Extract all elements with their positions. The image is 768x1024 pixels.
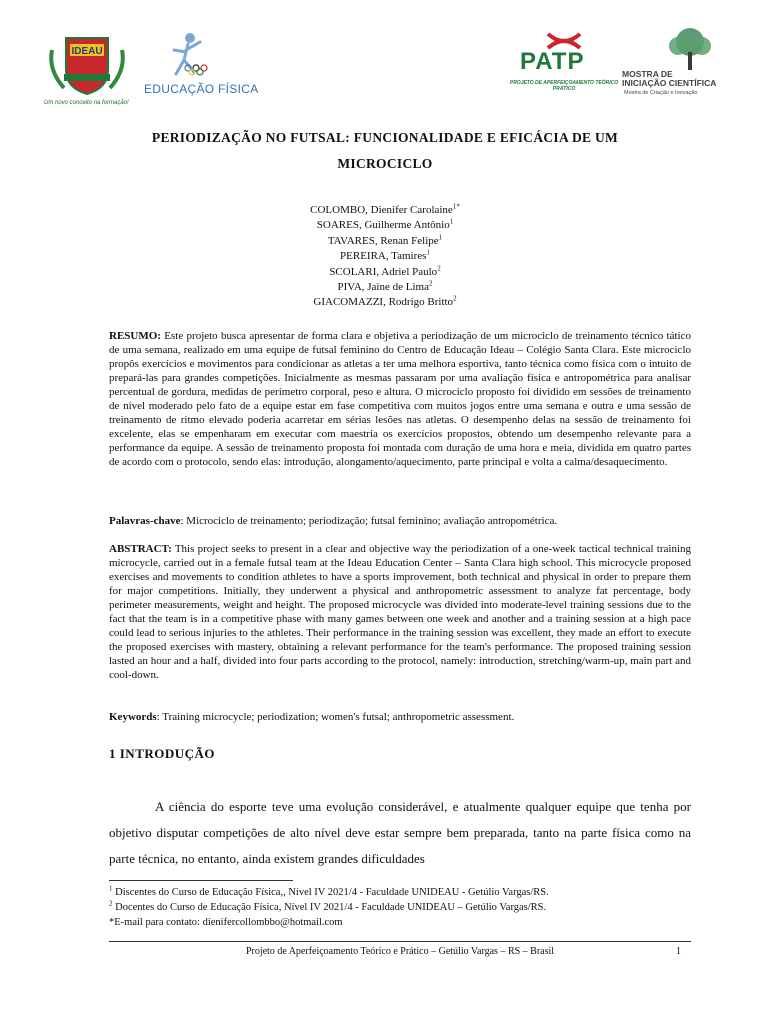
resumo-label: RESUMO: (109, 330, 161, 342)
author: TAVARES, Renan Felipe$^1$ (327, 233, 443, 247)
keywords: Keywords: Training microcycle; periodization; women's futsal; anthropometric assessment. (109, 711, 515, 723)
author: GIACOMAZZI, Rodrigo Britto$^2$ (313, 294, 457, 309)
page-number: 1 (676, 946, 681, 957)
intro-paragraph: A ciência do esporte teve uma evolução considerável, e atualmente qualquer equipe que tenha por objetivo disputar competições de alto nível deve estar sempre bem preparada, tanto na parte física como na parte técnica, no entanto, ainda existem grandes dificuldades (109, 799, 691, 866)
patp-word: PATP (520, 48, 585, 75)
keywords-label: Keywords (109, 711, 157, 723)
footnote-rule (109, 880, 293, 881)
author: PIVA, Jaine de Lima$^2$ (337, 279, 433, 294)
section-heading: 1 INTRODUÇÃO (109, 746, 216, 761)
author: SOARES, Guilherme Antônio$^1$ (316, 217, 454, 232)
educacao-fisica-logo (144, 30, 259, 102)
mostra-title: MOSTRA DE INICIAÇÃO CIENTÍFICA (622, 69, 717, 88)
mostra-subtitle: Mostra de Criação e Inovação (624, 90, 698, 96)
palavras-label: Palavras-chave (109, 515, 181, 527)
patp-subtitle: PROJETO DE APERFEIÇOAMENTO TEÓRICO PRÁTICO (509, 80, 619, 92)
ideau-slogan: Um novo conceito na formação! (44, 100, 129, 106)
footnote: $^2$ Docentes do Curso de Educação Física, Nível IV 2021/4 - Faculdade UNIDEAU – Getúlio Vargas/RS. (109, 899, 547, 913)
abstract-paragraph: ABSTRACT: This project seeks to present in a clear and objective way the periodization of a one-week tactical technical training microcycle, carried out in a female futsal team at the Ideau Education Center – Santa Clara high school. This microcycle proposed exercises and movements to condition athletes to have a sports improvement, both technical and physical in order to prepare them for major competitions. Initially, they underwent a physical and anthropometric assessment to analyze fat percentage, body perimeter measurements, weight and height. The proposed microcycle was divided into moderate-level training sessions due to the fact that the team is in a competitive phase with many games between one week and another and a training session at a high pace could lead to serious injuries to the athletes. Their performance in the training session was excellent, they made an effort to execute the proposed exercises with mastery, obtaining a relevant performance for the team's performance. The proposed training session lasted an hour and a half, divided into four parts according to the protocol, namely: introduction, stretching/warm-up, main part and cool-down. (109, 543, 691, 681)
author: COLOMBO, Dienifer Carolaine$^{1*}$ (310, 202, 460, 216)
tree-icon (660, 26, 720, 72)
educacao-fisica-label: EDUCAÇÃO FÍSICA (144, 82, 259, 96)
ideau-logo (44, 30, 130, 110)
footer-rule (109, 941, 691, 942)
resumo-paragraph: RESUMO: Este projeto busca apresentar de forma clara e objetiva a periodização de um microciclo de treinamento técnico tático de uma semana, realizado em uma equipe de futsal feminino do Centro de Educação Ideau – Colégio Santa Clara. Este microciclo propôs exercícios e movimentos para condicionar as atletas a ter uma melhora esportiva, tanto técnica como física com o intuito de prepará-las para grandes competições. Inicialmente as mesmas passaram por uma avaliação física e antropométrica para analisar percentual de gordura, medidas de perímetro corporal, peso e altura. O microciclo proposto foi dividido em sessões de treinamento de nível moderado pelo fato de a equipe estar em fase competitiva com muitos jogos entre uma semana e outra e uma sessão de treinamento de ritmo elevado poderia acarretar em sérias lesões nas atletas. O desempenho delas na sessão de treinamento foi excelente, elas se empenharam em executar com maestria os exercícios propostos, obtendo um desempenho relevante para a performance da equipe. A sessão de treinamento proposta foi montada com duração de uma hora e meia, dividida em quatro partes de acordo com o protocolo, sendo elas: introdução, alongamento/aquecimento, parte principal e volta a calma/desaquecimento. (109, 330, 691, 468)
mostra-logo (620, 26, 730, 106)
author: PEREIRA, Tamires$^1$ (340, 248, 430, 263)
author: SCOLARI, Adriel Paulo$^2$ (329, 263, 441, 278)
author-list (200, 203, 570, 311)
svg-text:IDEAU: IDEAU (71, 46, 103, 57)
footnotes (109, 885, 691, 930)
header-logos (0, 0, 768, 120)
paper-title: PERIODIZAÇÃO NO FUTSAL: FUNCIONALIDADE E EFICÁCIA DE UM MICROCICLO (151, 130, 619, 171)
page-footer: Projeto de Aperfeiçoamento Teórico e Prático – Getúlio Vargas – RS – Brasil (245, 946, 555, 957)
palavras-chave: Palavras-chave: Microciclo de treinamento; periodização; futsal feminino; avaliação antropométrica. (109, 515, 558, 527)
ideau-crest-icon (44, 30, 130, 98)
athlete-icon (144, 30, 244, 82)
footnote: *E-mail para contato: dienifercollombbo@hotmail.com (109, 917, 343, 928)
abstract-label: ABSTRACT: (109, 543, 172, 555)
footnote: $^1$ Discentes do Curso de Educação Física,, Nível IV 2021/4 - Faculdade UNIDEAU - Getúlio Vargas/RS. (109, 884, 549, 898)
patp-logo (508, 30, 620, 100)
